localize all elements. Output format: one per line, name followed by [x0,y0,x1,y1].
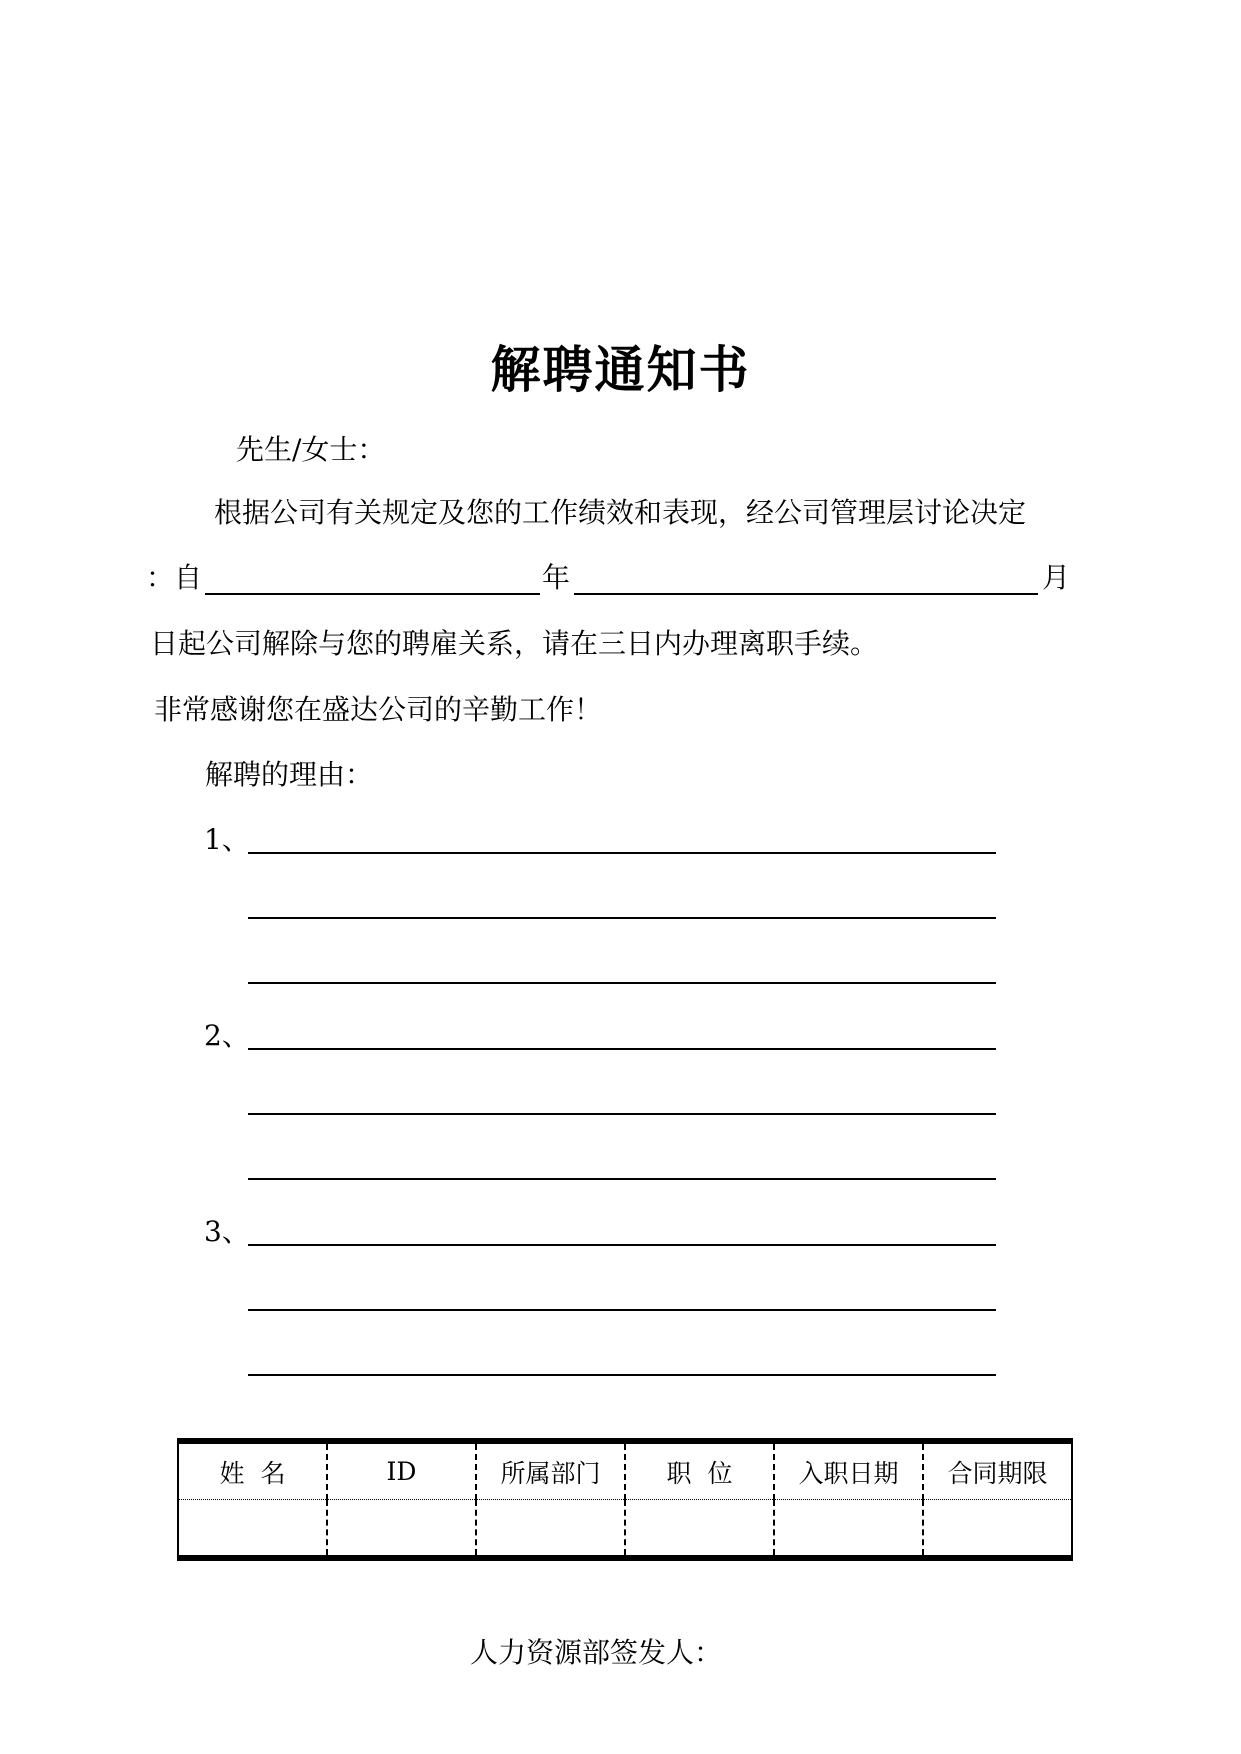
year-label: 年 [542,561,571,594]
paragraph-prefix: ：自 [146,561,203,594]
month-blank-line[interactable] [574,593,1038,595]
reason-number: 3、 [204,1215,250,1248]
cell-name[interactable] [178,1500,327,1559]
reason-3-line-3[interactable] [248,1374,996,1376]
reason-3-line-1[interactable] [248,1244,996,1246]
reason-2-line-2[interactable] [248,1113,996,1115]
year-blank-line[interactable] [205,593,540,595]
reason-2-line-1[interactable] [248,1048,996,1050]
cell-department[interactable] [476,1500,625,1559]
cell-id[interactable] [327,1500,476,1559]
reason-1-line-2[interactable] [248,917,996,919]
header-hire-date: 入职日期 [774,1441,923,1500]
employee-info-table [177,1438,1073,1561]
reason-1-line-1[interactable] [248,852,996,854]
reason-1-line-3[interactable] [248,982,996,984]
reason-3-line-2[interactable] [248,1309,996,1311]
table-header-row [178,1441,1072,1500]
paragraph-line-1: 根据公司有关规定及您的工作绩效和表现，经公司管理层讨论决定 [214,496,1027,529]
header-department: 所属部门 [476,1441,625,1500]
header-name: 姓 名 [178,1441,327,1500]
thanks-line: 非常感谢您在盛达公司的辛勤工作！ [154,693,603,726]
cell-hire-date[interactable] [774,1500,923,1559]
header-position: 职 位 [625,1441,774,1500]
salutation: 先生/女士： [236,433,386,466]
cell-contract-term[interactable] [923,1500,1072,1559]
signature-label: 人力资源部签发人： [470,1636,723,1669]
reason-2-line-3[interactable] [248,1178,996,1180]
header-contract-term: 合同期限 [923,1441,1072,1500]
paragraph-line-3: 日起公司解除与您的聘雇关系，请在三日内办理离职手续。 [150,627,879,660]
reason-number: 1、 [204,823,250,856]
month-label: 月 [1042,561,1071,594]
document-title: 解聘通知书 [490,340,751,399]
header-id: ID [327,1441,476,1500]
reasons-label: 解聘的理由： [205,758,374,791]
reason-number: 2、 [204,1019,250,1052]
table-row [178,1500,1072,1559]
cell-position[interactable] [625,1500,774,1559]
